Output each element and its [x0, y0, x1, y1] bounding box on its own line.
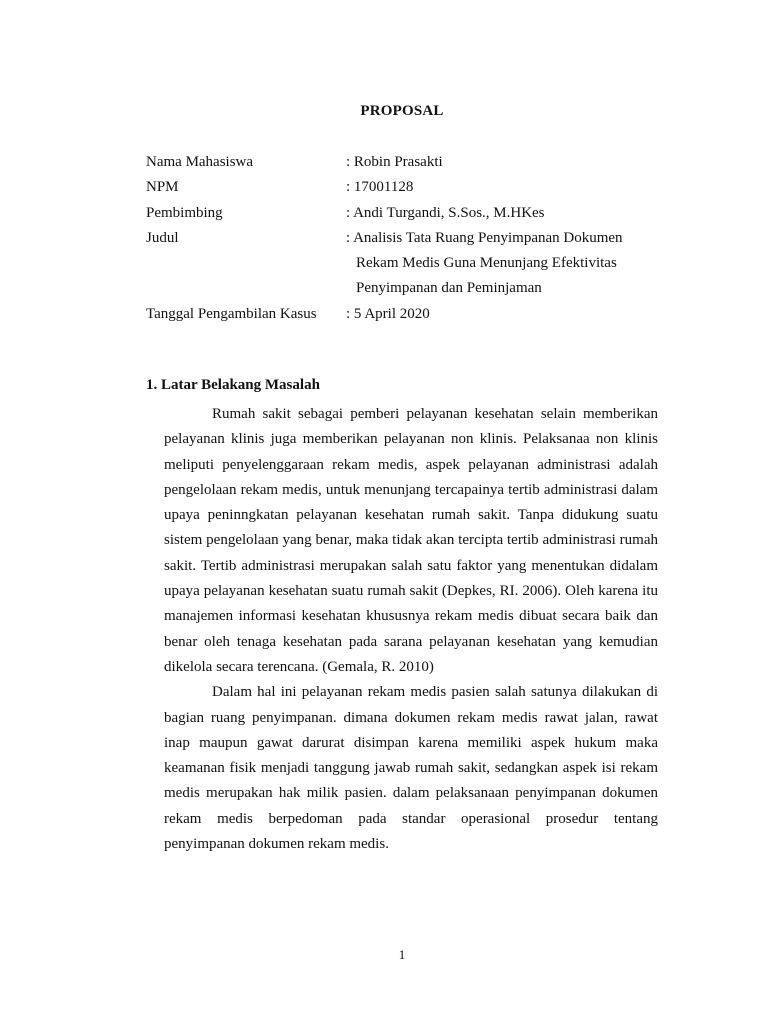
- meta-value: [346, 302, 666, 327]
- meta-value-line: Penyimpanan dan Peminjaman: [356, 280, 542, 297]
- meta-label: Nama Mahasiswa: [146, 154, 254, 170]
- page-number: 1: [398, 947, 406, 962]
- student-info-table: [146, 150, 666, 327]
- meta-label: Tanggal Pengambilan Kasus: [146, 305, 317, 322]
- meta-value: [346, 150, 666, 175]
- body-paragraph: Dalam hal ini pelayanan rekam medis pasien salah satunya dilakukan di bagian ruang penyimpanan. dimana dokumen rekam medis rawat jalan, rawat inap maupun gawat darurat disimpan karena memiliki aspek hukum maka keamanan fisik menjadi tanggung jawab rumah sakit, sedangkan aspek isi rekam medis merupakan hak milik pasien. dalam pelaksanaan penyimpanan dokumen rekam medis berpedoman pada standar operasional prosedur tentang penyimpanan dokumen rekam medis.: [164, 684, 658, 853]
- section-heading: 1. Latar Belakang Masalah: [146, 377, 320, 393]
- meta-value: [346, 175, 666, 200]
- meta-label: Pembimbing: [146, 204, 223, 221]
- meta-row-nama: [146, 150, 666, 175]
- body-paragraph: Rumah sakit sebagai pemberi pelayanan kesehatan selain memberikan pelayanan klinis juga memberikan pelayanan non klinis. Pelaksanaa non klinis meliputi penyelenggaraan rekam medis, aspek pelayanan administrasi adalah pengelolaan rekam medis, untuk menunjang tercapainya tertib administrasi dalam upaya peninngkatan pelayanan kesehatan rumah sakit. Tanpa didukung suatu sistem pengelolaan yang benar, maka tidak akan tercipta tertib administrasi rumah sakit. Tertib administrasi merupakan salah satu faktor yang menentukan didalam upaya pelayanan kesehatan suatu rumah sakit (Depkes, RI. 2006). Oleh karena itu manajemen informasi kesehatan khususnya rekam medis dibuat secara baik dan benar oleh tenaga kesehatan pada sarana pelayanan kesehatan yang kemudian dikelola secara terencana. (Gemala, R. 2010): [164, 406, 658, 675]
- meta-value: [346, 226, 666, 302]
- meta-value-line: Rekam Medis Guna Menunjang Efektivitas: [356, 255, 617, 272]
- meta-label: NPM: [146, 179, 179, 196]
- meta-row-npm: [146, 175, 666, 200]
- meta-value-line: : Analisis Tata Ruang Penyimpanan Dokumen: [346, 229, 623, 246]
- meta-row-pembimbing: [146, 201, 666, 226]
- meta-value-line: : Robin Prasakti: [346, 154, 443, 170]
- meta-row-judul: [146, 226, 666, 302]
- meta-value-line: : 17001128: [346, 179, 414, 196]
- document-title: PROPOSAL: [360, 103, 444, 119]
- section-body: [164, 402, 658, 857]
- meta-value: [346, 201, 666, 226]
- meta-row-tanggal: [146, 302, 666, 327]
- meta-label: Judul: [146, 229, 179, 246]
- meta-value-line: : Andi Turgandi, S.Sos., M.HKes: [346, 204, 545, 221]
- meta-value-line: : 5 April 2020: [346, 305, 430, 322]
